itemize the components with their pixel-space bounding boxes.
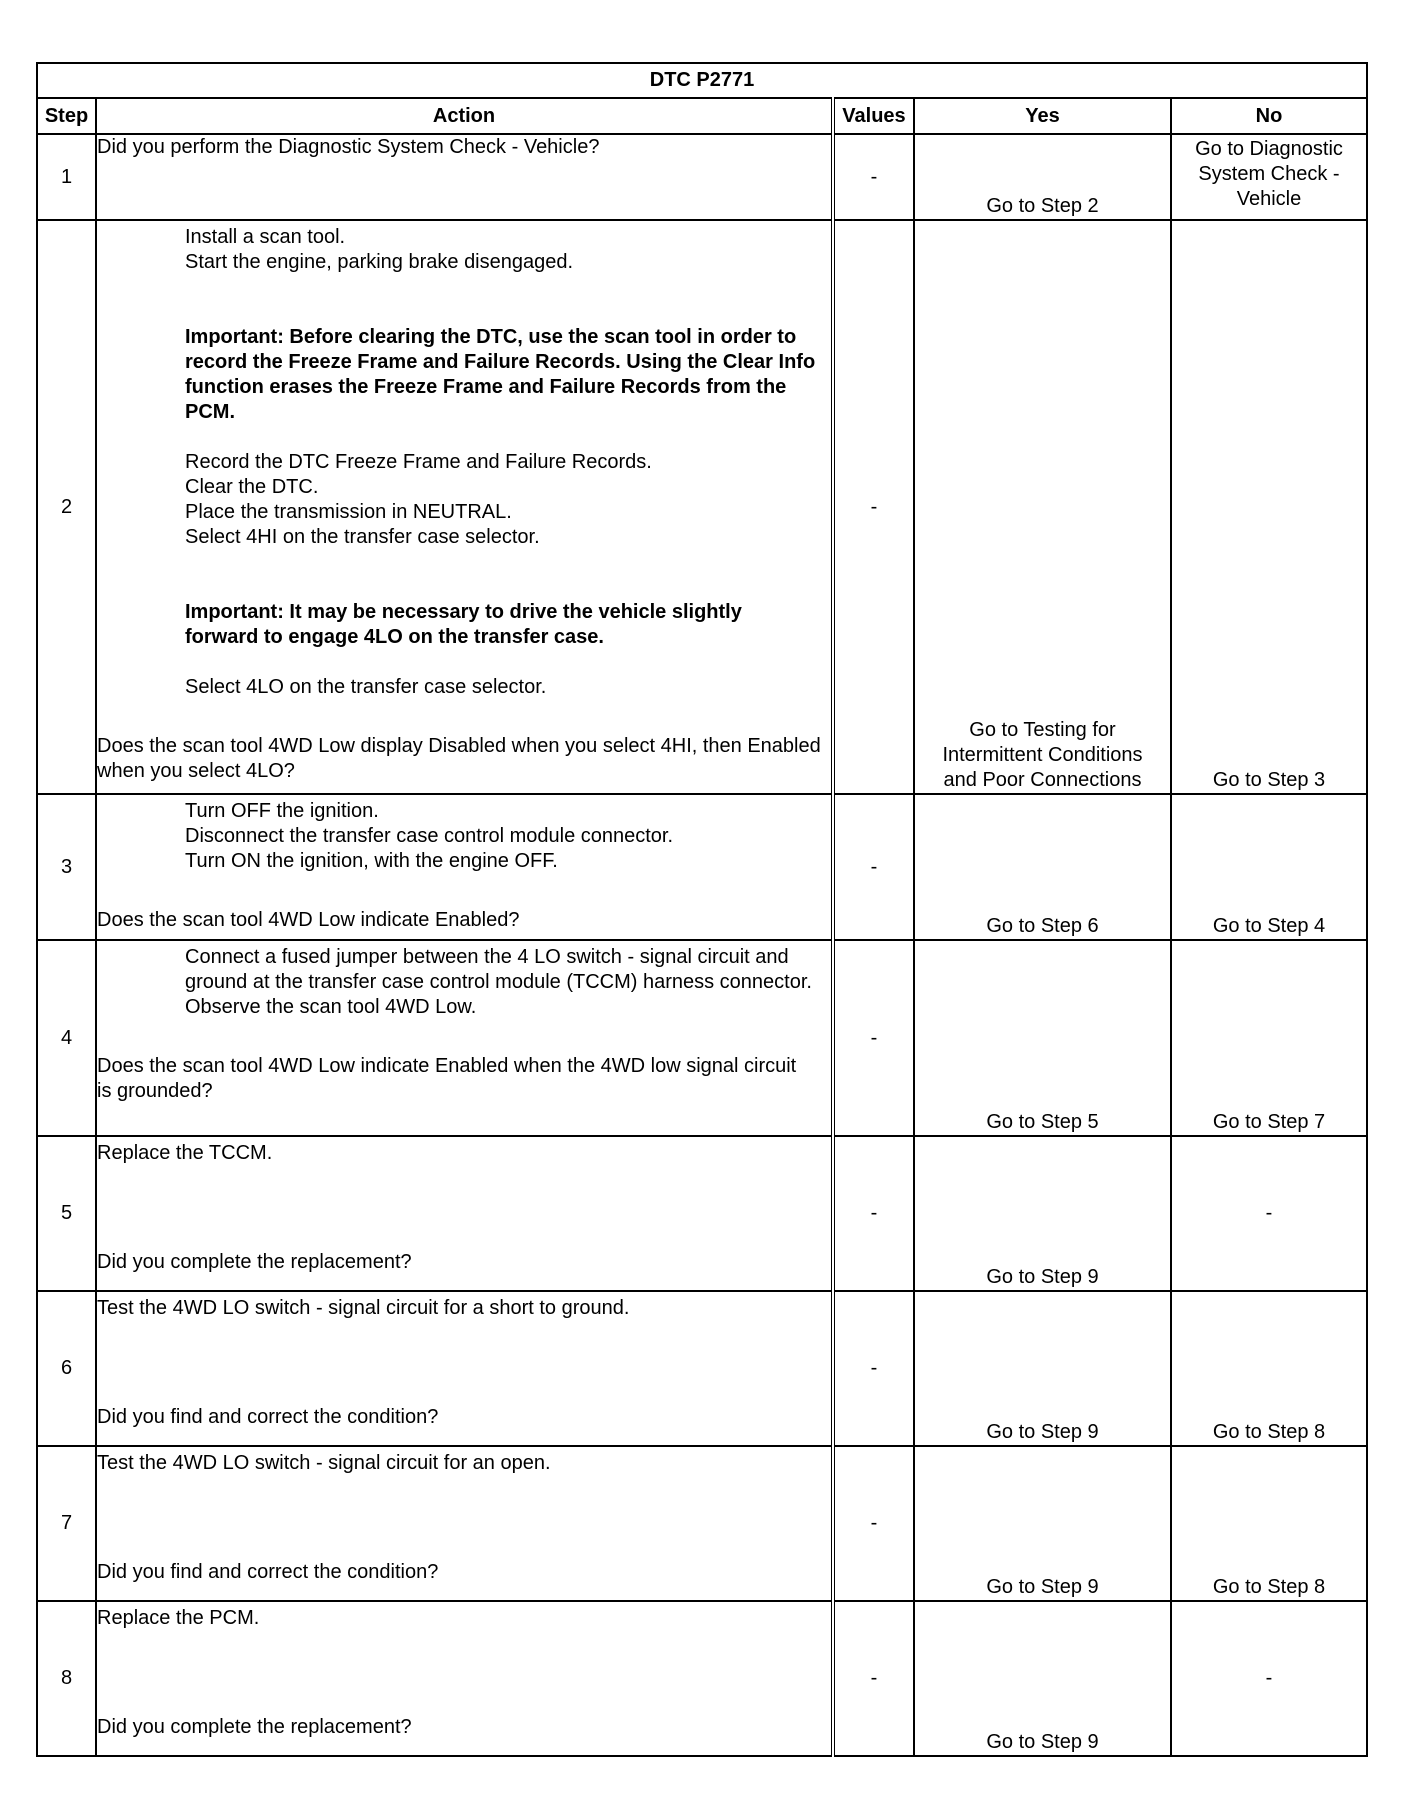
values-cell: - [833, 1446, 914, 1601]
yes-cell: Go to Testing for Intermittent Conditions and Poor Connections [914, 220, 1171, 794]
action-question: Did you complete the replacement? [97, 1251, 412, 1273]
instruction-line: Select 4LO on the transfer case selector. [185, 676, 547, 698]
yes-cell: Go to Step 9 [914, 1136, 1171, 1291]
no-cell: Go to Step 8 [1171, 1291, 1367, 1446]
values-cell: - [833, 1601, 914, 1756]
table-row [37, 1136, 1367, 1291]
instruction-line: Turn ON the ignition, with the engine OFF. [185, 850, 558, 872]
no-cell: - [1171, 1601, 1367, 1756]
instruction-line: Turn OFF the ignition. [185, 800, 379, 822]
instruction-line: Connect a fused jumper between the 4 LO switch - signal circuit and ground at the transfer case control module (TCCM) harness connector. [185, 946, 812, 993]
action-question: Did you complete the replacement? [97, 1716, 412, 1738]
action-question: Did you perform the Diagnostic System Check - Vehicle? [97, 136, 600, 158]
instruction-line: Install a scan tool. [185, 226, 346, 248]
header-action: Action [96, 98, 833, 134]
values-cell: - [833, 794, 914, 940]
action-question: Did you find and correct the condition? [97, 1561, 439, 1583]
table-row [37, 220, 1367, 794]
table-title: DTC P2771 [37, 63, 1367, 98]
action-cell [96, 1601, 833, 1756]
yes-cell: Go to Step 9 [914, 1446, 1171, 1601]
action-cell [96, 1136, 833, 1291]
table-row [37, 134, 1367, 220]
table-row [37, 1601, 1367, 1756]
table-row [37, 1291, 1367, 1446]
values-cell: - [833, 1136, 914, 1291]
no-cell: - [1171, 1136, 1367, 1291]
no-cell: Go to Step 8 [1171, 1446, 1367, 1601]
yes-cell: Go to Step 9 [914, 1601, 1171, 1756]
yes-cell: Go to Step 2 [914, 134, 1171, 220]
action-cell [96, 1446, 833, 1601]
yes-cell: Go to Step 5 [914, 940, 1171, 1136]
instruction-line: Place the transmission in NEUTRAL. [185, 501, 512, 523]
action-cell [96, 1291, 833, 1446]
action-text: Test the 4WD LO switch - signal circuit for a short to ground. [97, 1297, 630, 1319]
diagnostic-table [36, 62, 1368, 1757]
action-text: Replace the TCCM. [97, 1142, 273, 1164]
instruction-line: Disconnect the transfer case control module connector. [185, 825, 674, 847]
values-cell: - [833, 220, 914, 794]
step-number: 7 [37, 1446, 96, 1601]
instruction-line: Start the engine, parking brake disengaged. [185, 251, 574, 273]
action-question: Does the scan tool 4WD Low indicate Enabled when the 4WD low signal circuit is grounded? [97, 1055, 797, 1102]
yes-cell: Go to Step 9 [914, 1291, 1171, 1446]
step-number: 1 [37, 134, 96, 220]
step-number: 4 [37, 940, 96, 1136]
step-number: 3 [37, 794, 96, 940]
yes-cell: Go to Step 6 [914, 794, 1171, 940]
step-number: 2 [37, 220, 96, 794]
important-note: Important: It may be necessary to drive the vehicle slightly forward to engage 4LO on the transfer case. [185, 601, 742, 648]
table-row [37, 1446, 1367, 1601]
action-cell [96, 940, 833, 1136]
action-text: Replace the PCM. [97, 1607, 260, 1629]
instruction-line: Select 4HI on the transfer case selector. [185, 526, 540, 548]
action-text: Test the 4WD LO switch - signal circuit for an open. [97, 1452, 551, 1474]
table-row [37, 940, 1367, 1136]
header-step: Step [37, 98, 96, 134]
action-cell [96, 134, 833, 220]
action-question: Did you find and correct the condition? [97, 1406, 439, 1428]
step-number: 6 [37, 1291, 96, 1446]
action-cell [96, 220, 833, 794]
values-cell: - [833, 1291, 914, 1446]
header-no: No [1171, 98, 1367, 134]
instruction-line: Record the DTC Freeze Frame and Failure Records. [185, 451, 652, 473]
no-cell: Go to Diagnostic System Check - Vehicle [1171, 134, 1367, 220]
header-row [37, 98, 1367, 134]
action-question: Does the scan tool 4WD Low display Disabled when you select 4HI, then Enabled when you select 4LO? [97, 735, 821, 782]
table-row [37, 794, 1367, 940]
no-cell: Go to Step 3 [1171, 220, 1367, 794]
header-values: Values [833, 98, 914, 134]
action-question: Does the scan tool 4WD Low indicate Enabled? [97, 909, 520, 931]
header-yes: Yes [914, 98, 1171, 134]
action-cell [96, 794, 833, 940]
values-cell: - [833, 940, 914, 1136]
instruction-line: Observe the scan tool 4WD Low. [185, 996, 477, 1018]
no-cell: Go to Step 4 [1171, 794, 1367, 940]
step-number: 5 [37, 1136, 96, 1291]
no-cell: Go to Step 7 [1171, 940, 1367, 1136]
instruction-line: Clear the DTC. [185, 476, 319, 498]
values-cell: - [833, 134, 914, 220]
important-note: Important: Before clearing the DTC, use the scan tool in order to record the Freeze Frame and Failure Records. Using the Clear Info function erases the Freeze Frame and Failure Records from the PCM. [185, 326, 816, 423]
step-number: 8 [37, 1601, 96, 1756]
